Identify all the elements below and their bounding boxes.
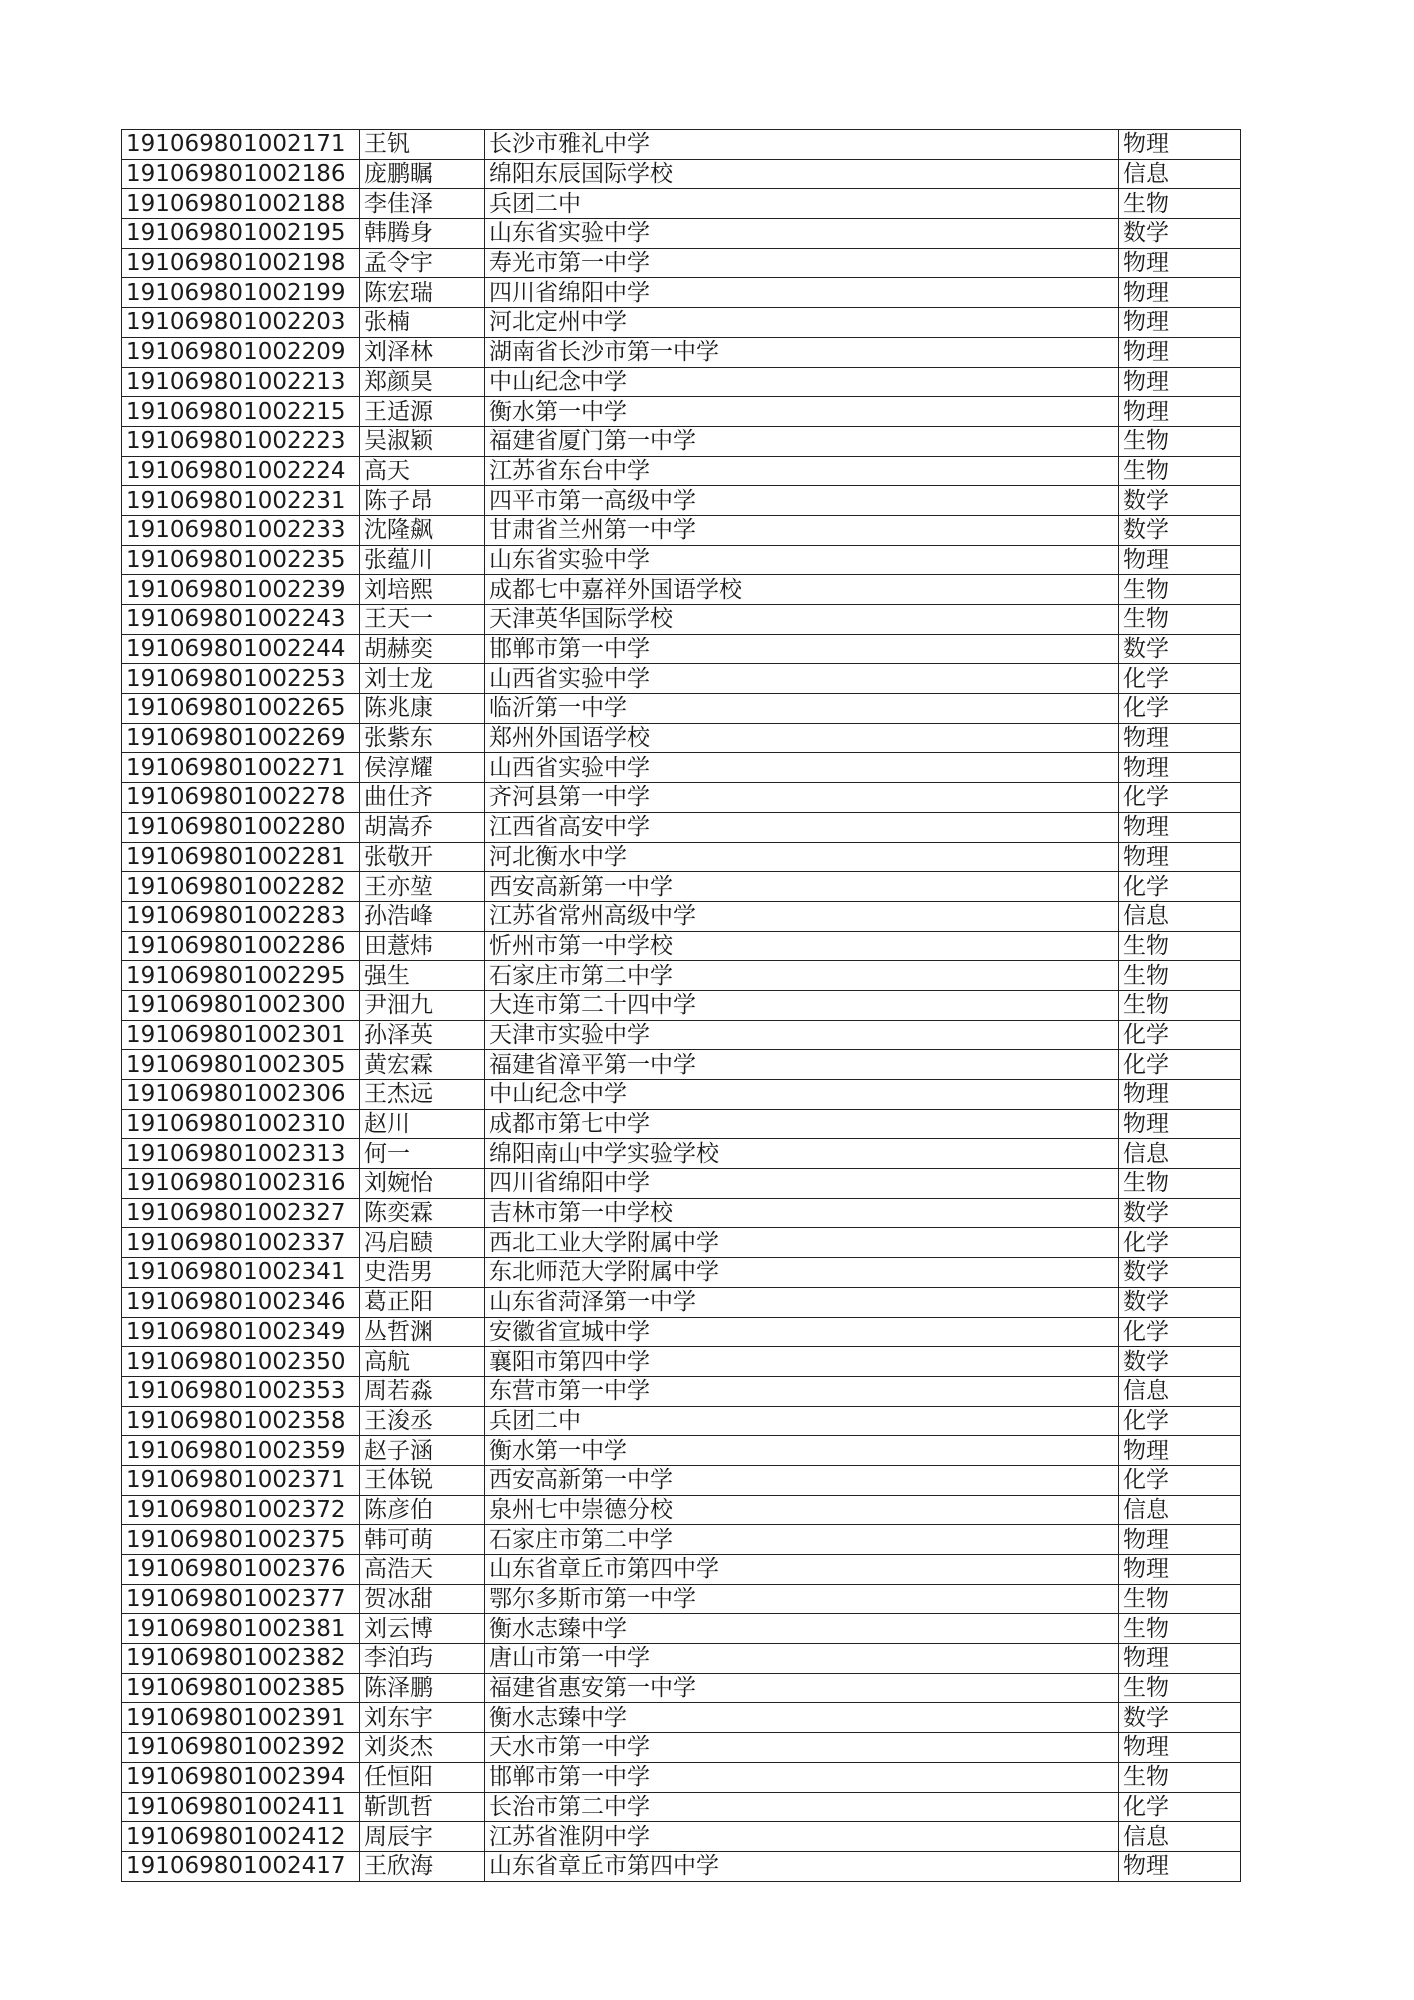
subject-cell: 物理 <box>1119 1436 1241 1466</box>
table-row <box>122 1614 1241 1644</box>
table-row <box>122 367 1241 397</box>
student-name-cell: 陈奕霖 <box>360 1198 485 1228</box>
school-cell: 唐山市第一中学 <box>485 1644 1119 1674</box>
student-name-cell: 周辰宇 <box>360 1822 485 1852</box>
table-row <box>122 1465 1241 1495</box>
school-cell: 中山纪念中学 <box>485 367 1119 397</box>
table-row <box>122 1703 1241 1733</box>
table-row <box>122 1822 1241 1852</box>
subject-cell: 化学 <box>1119 1317 1241 1347</box>
student-id-cell: 191069801002417 <box>122 1851 360 1881</box>
school-cell: 兵团二中 <box>485 189 1119 219</box>
school-cell: 湖南省长沙市第一中学 <box>485 337 1119 367</box>
school-cell: 山东省实验中学 <box>485 545 1119 575</box>
subject-cell: 物理 <box>1119 1851 1241 1881</box>
school-cell: 西安高新第一中学 <box>485 1465 1119 1495</box>
subject-cell: 物理 <box>1119 545 1241 575</box>
school-cell: 邯郸市第一中学 <box>485 1762 1119 1792</box>
student-name-cell: 张楠 <box>360 308 485 338</box>
subject-cell: 数学 <box>1119 1703 1241 1733</box>
subject-cell: 物理 <box>1119 1644 1241 1674</box>
subject-cell: 生物 <box>1119 1614 1241 1644</box>
table-row <box>122 1673 1241 1703</box>
student-name-cell: 靳凯哲 <box>360 1792 485 1822</box>
student-name-cell: 高天 <box>360 456 485 486</box>
table-row <box>122 664 1241 694</box>
student-name-cell: 张紫东 <box>360 723 485 753</box>
school-cell: 天水市第一中学 <box>485 1733 1119 1763</box>
table-row <box>122 1584 1241 1614</box>
table-row <box>122 842 1241 872</box>
school-cell: 天津英华国际学校 <box>485 605 1119 635</box>
subject-cell: 化学 <box>1119 1406 1241 1436</box>
student-name-cell: 高航 <box>360 1347 485 1377</box>
subject-cell: 生物 <box>1119 1762 1241 1792</box>
student-id-cell: 191069801002391 <box>122 1703 360 1733</box>
school-cell: 天津市实验中学 <box>485 1020 1119 1050</box>
student-id-cell: 191069801002412 <box>122 1822 360 1852</box>
school-cell: 山东省章丘市第四中学 <box>485 1555 1119 1585</box>
roster-body <box>122 130 1241 1882</box>
student-name-cell: 刘士龙 <box>360 664 485 694</box>
table-row <box>122 1406 1241 1436</box>
student-name-cell: 李佳泽 <box>360 189 485 219</box>
student-id-cell: 191069801002375 <box>122 1525 360 1555</box>
table-row <box>122 1317 1241 1347</box>
table-row <box>122 605 1241 635</box>
table-row <box>122 397 1241 427</box>
student-id-cell: 191069801002213 <box>122 367 360 397</box>
student-id-cell: 191069801002310 <box>122 1109 360 1139</box>
subject-cell: 物理 <box>1119 1525 1241 1555</box>
student-id-cell: 191069801002253 <box>122 664 360 694</box>
table-row <box>122 337 1241 367</box>
student-id-cell: 191069801002295 <box>122 961 360 991</box>
school-cell: 寿光市第一中学 <box>485 248 1119 278</box>
student-id-cell: 191069801002371 <box>122 1465 360 1495</box>
student-name-cell: 史浩男 <box>360 1258 485 1288</box>
subject-cell: 信息 <box>1119 1495 1241 1525</box>
subject-cell: 化学 <box>1119 1020 1241 1050</box>
school-cell: 河北定州中学 <box>485 308 1119 338</box>
student-name-cell: 孙泽英 <box>360 1020 485 1050</box>
student-id-cell: 191069801002358 <box>122 1406 360 1436</box>
student-id-cell: 191069801002359 <box>122 1436 360 1466</box>
student-id-cell: 191069801002231 <box>122 486 360 516</box>
subject-cell: 生物 <box>1119 605 1241 635</box>
school-cell: 齐河县第一中学 <box>485 783 1119 813</box>
table-row <box>122 515 1241 545</box>
student-name-cell: 尹沺九 <box>360 990 485 1020</box>
table-row <box>122 1198 1241 1228</box>
table-row <box>122 723 1241 753</box>
school-cell: 长沙市雅礼中学 <box>485 130 1119 160</box>
school-cell: 成都市第七中学 <box>485 1109 1119 1139</box>
student-name-cell: 高浩天 <box>360 1555 485 1585</box>
student-name-cell: 陈兆康 <box>360 694 485 724</box>
table-row <box>122 1109 1241 1139</box>
subject-cell: 生物 <box>1119 1584 1241 1614</box>
table-row <box>122 1347 1241 1377</box>
student-id-cell: 191069801002382 <box>122 1644 360 1674</box>
student-id-cell: 191069801002349 <box>122 1317 360 1347</box>
student-name-cell: 冯启赜 <box>360 1228 485 1258</box>
table-row <box>122 1376 1241 1406</box>
school-cell: 大连市第二十四中学 <box>485 990 1119 1020</box>
subject-cell: 生物 <box>1119 961 1241 991</box>
table-row <box>122 130 1241 160</box>
student-id-cell: 191069801002281 <box>122 842 360 872</box>
school-cell: 福建省漳平第一中学 <box>485 1050 1119 1080</box>
school-cell: 襄阳市第四中学 <box>485 1347 1119 1377</box>
roster-table <box>121 129 1241 1882</box>
student-name-cell: 王亦堃 <box>360 872 485 902</box>
student-name-cell: 沈隆飙 <box>360 515 485 545</box>
school-cell: 四川省绵阳中学 <box>485 278 1119 308</box>
table-row <box>122 812 1241 842</box>
table-row <box>122 1050 1241 1080</box>
school-cell: 石家庄市第二中学 <box>485 961 1119 991</box>
subject-cell: 数学 <box>1119 1347 1241 1377</box>
school-cell: 安徽省宣城中学 <box>485 1317 1119 1347</box>
subject-cell: 数学 <box>1119 1258 1241 1288</box>
student-name-cell: 王欣海 <box>360 1851 485 1881</box>
table-row <box>122 159 1241 189</box>
subject-cell: 化学 <box>1119 1465 1241 1495</box>
subject-cell: 化学 <box>1119 694 1241 724</box>
student-id-cell: 191069801002392 <box>122 1733 360 1763</box>
subject-cell: 物理 <box>1119 1555 1241 1585</box>
subject-cell: 物理 <box>1119 753 1241 783</box>
school-cell: 福建省惠安第一中学 <box>485 1673 1119 1703</box>
student-name-cell: 陈泽鹏 <box>360 1673 485 1703</box>
school-cell: 兵团二中 <box>485 1406 1119 1436</box>
school-cell: 衡水第一中学 <box>485 397 1119 427</box>
student-id-cell: 191069801002377 <box>122 1584 360 1614</box>
student-id-cell: 191069801002209 <box>122 337 360 367</box>
student-id-cell: 191069801002346 <box>122 1287 360 1317</box>
school-cell: 山东省实验中学 <box>485 219 1119 249</box>
student-name-cell: 王天一 <box>360 605 485 635</box>
subject-cell: 化学 <box>1119 1228 1241 1258</box>
subject-cell: 物理 <box>1119 278 1241 308</box>
student-name-cell: 韩可萌 <box>360 1525 485 1555</box>
subject-cell: 化学 <box>1119 872 1241 902</box>
student-name-cell: 任恒阳 <box>360 1762 485 1792</box>
student-name-cell: 刘泽林 <box>360 337 485 367</box>
student-id-cell: 191069801002265 <box>122 694 360 724</box>
table-row <box>122 1436 1241 1466</box>
school-cell: 长治市第二中学 <box>485 1792 1119 1822</box>
student-name-cell: 葛正阳 <box>360 1287 485 1317</box>
school-cell: 鄂尔多斯市第一中学 <box>485 1584 1119 1614</box>
student-name-cell: 强生 <box>360 961 485 991</box>
student-name-cell: 张敬开 <box>360 842 485 872</box>
school-cell: 甘肃省兰州第一中学 <box>485 515 1119 545</box>
student-id-cell: 191069801002188 <box>122 189 360 219</box>
school-cell: 河北衡水中学 <box>485 842 1119 872</box>
subject-cell: 生物 <box>1119 1673 1241 1703</box>
table-row <box>122 901 1241 931</box>
table-row <box>122 486 1241 516</box>
subject-cell: 数学 <box>1119 1287 1241 1317</box>
student-name-cell: 孟令宇 <box>360 248 485 278</box>
school-cell: 江苏省淮阴中学 <box>485 1822 1119 1852</box>
student-name-cell: 周若淼 <box>360 1376 485 1406</box>
student-id-cell: 191069801002215 <box>122 397 360 427</box>
school-cell: 江西省高安中学 <box>485 812 1119 842</box>
student-id-cell: 191069801002306 <box>122 1080 360 1110</box>
student-name-cell: 刘东宇 <box>360 1703 485 1733</box>
student-id-cell: 191069801002233 <box>122 515 360 545</box>
school-cell: 西安高新第一中学 <box>485 872 1119 902</box>
table-row <box>122 219 1241 249</box>
school-cell: 江苏省东台中学 <box>485 456 1119 486</box>
subject-cell: 数学 <box>1119 515 1241 545</box>
school-cell: 西北工业大学附属中学 <box>485 1228 1119 1258</box>
student-id-cell: 191069801002198 <box>122 248 360 278</box>
subject-cell: 物理 <box>1119 842 1241 872</box>
school-cell: 中山纪念中学 <box>485 1080 1119 1110</box>
subject-cell: 数学 <box>1119 1198 1241 1228</box>
student-name-cell: 胡赫奕 <box>360 634 485 664</box>
student-id-cell: 191069801002353 <box>122 1376 360 1406</box>
school-cell: 郑州外国语学校 <box>485 723 1119 753</box>
student-name-cell: 田薏炜 <box>360 931 485 961</box>
subject-cell: 生物 <box>1119 1169 1241 1199</box>
subject-cell: 信息 <box>1119 159 1241 189</box>
student-id-cell: 191069801002286 <box>122 931 360 961</box>
subject-cell: 物理 <box>1119 397 1241 427</box>
subject-cell: 物理 <box>1119 367 1241 397</box>
student-id-cell: 191069801002278 <box>122 783 360 813</box>
school-cell: 山西省实验中学 <box>485 753 1119 783</box>
table-row <box>122 1555 1241 1585</box>
student-id-cell: 191069801002376 <box>122 1555 360 1585</box>
student-id-cell: 191069801002350 <box>122 1347 360 1377</box>
school-cell: 忻州市第一中学校 <box>485 931 1119 961</box>
student-name-cell: 陈彦伯 <box>360 1495 485 1525</box>
school-cell: 衡水第一中学 <box>485 1436 1119 1466</box>
student-name-cell: 赵川 <box>360 1109 485 1139</box>
student-name-cell: 王浚丞 <box>360 1406 485 1436</box>
student-name-cell: 黄宏霖 <box>360 1050 485 1080</box>
school-cell: 东北师范大学附属中学 <box>485 1258 1119 1288</box>
school-cell: 山东省章丘市第四中学 <box>485 1851 1119 1881</box>
student-name-cell: 陈宏瑞 <box>360 278 485 308</box>
student-id-cell: 191069801002186 <box>122 159 360 189</box>
table-row <box>122 1495 1241 1525</box>
student-id-cell: 191069801002300 <box>122 990 360 1020</box>
school-cell: 四川省绵阳中学 <box>485 1169 1119 1199</box>
student-name-cell: 王适源 <box>360 397 485 427</box>
school-cell: 绵阳东辰国际学校 <box>485 159 1119 189</box>
student-name-cell: 赵子涵 <box>360 1436 485 1466</box>
school-cell: 福建省厦门第一中学 <box>485 426 1119 456</box>
student-name-cell: 侯淳耀 <box>360 753 485 783</box>
table-row <box>122 961 1241 991</box>
subject-cell: 物理 <box>1119 130 1241 160</box>
school-cell: 衡水志臻中学 <box>485 1703 1119 1733</box>
student-name-cell: 吴淑颖 <box>360 426 485 456</box>
subject-cell: 生物 <box>1119 931 1241 961</box>
table-row <box>122 872 1241 902</box>
school-cell: 泉州七中崇德分校 <box>485 1495 1119 1525</box>
student-name-cell: 王体锐 <box>360 1465 485 1495</box>
student-id-cell: 191069801002394 <box>122 1762 360 1792</box>
school-cell: 山东省菏泽第一中学 <box>485 1287 1119 1317</box>
student-id-cell: 191069801002301 <box>122 1020 360 1050</box>
student-id-cell: 191069801002239 <box>122 575 360 605</box>
subject-cell: 生物 <box>1119 426 1241 456</box>
student-id-cell: 191069801002195 <box>122 219 360 249</box>
table-row <box>122 575 1241 605</box>
subject-cell: 数学 <box>1119 486 1241 516</box>
student-name-cell: 王钒 <box>360 130 485 160</box>
table-row <box>122 1169 1241 1199</box>
table-row <box>122 1733 1241 1763</box>
subject-cell: 物理 <box>1119 723 1241 753</box>
school-cell: 吉林市第一中学校 <box>485 1198 1119 1228</box>
table-row <box>122 1228 1241 1258</box>
student-id-cell: 191069801002327 <box>122 1198 360 1228</box>
school-cell: 成都七中嘉祥外国语学校 <box>485 575 1119 605</box>
table-row <box>122 634 1241 664</box>
student-id-cell: 191069801002280 <box>122 812 360 842</box>
student-name-cell: 贺冰甜 <box>360 1584 485 1614</box>
table-row <box>122 1287 1241 1317</box>
table-row <box>122 783 1241 813</box>
student-id-cell: 191069801002283 <box>122 901 360 931</box>
table-row <box>122 1020 1241 1050</box>
table-row <box>122 1080 1241 1110</box>
student-id-cell: 191069801002385 <box>122 1673 360 1703</box>
student-id-cell: 191069801002381 <box>122 1614 360 1644</box>
table-row <box>122 1762 1241 1792</box>
table-row <box>122 1258 1241 1288</box>
student-name-cell: 张蕴川 <box>360 545 485 575</box>
school-cell: 衡水志臻中学 <box>485 1614 1119 1644</box>
table-row <box>122 931 1241 961</box>
subject-cell: 化学 <box>1119 1792 1241 1822</box>
student-name-cell: 庞鹏瞩 <box>360 159 485 189</box>
subject-cell: 信息 <box>1119 1822 1241 1852</box>
table-row <box>122 990 1241 1020</box>
student-id-cell: 191069801002269 <box>122 723 360 753</box>
school-cell: 石家庄市第二中学 <box>485 1525 1119 1555</box>
school-cell: 绵阳南山中学实验学校 <box>485 1139 1119 1169</box>
school-cell: 山西省实验中学 <box>485 664 1119 694</box>
subject-cell: 物理 <box>1119 1733 1241 1763</box>
table-row <box>122 1139 1241 1169</box>
student-name-cell: 王杰远 <box>360 1080 485 1110</box>
student-id-cell: 191069801002282 <box>122 872 360 902</box>
subject-cell: 物理 <box>1119 812 1241 842</box>
table-row <box>122 1851 1241 1881</box>
school-cell: 临沂第一中学 <box>485 694 1119 724</box>
subject-cell: 生物 <box>1119 575 1241 605</box>
student-id-cell: 191069801002411 <box>122 1792 360 1822</box>
subject-cell: 物理 <box>1119 308 1241 338</box>
table-row <box>122 1525 1241 1555</box>
student-id-cell: 191069801002171 <box>122 130 360 160</box>
student-name-cell: 何一 <box>360 1139 485 1169</box>
subject-cell: 物理 <box>1119 1109 1241 1139</box>
school-cell: 江苏省常州高级中学 <box>485 901 1119 931</box>
subject-cell: 信息 <box>1119 1376 1241 1406</box>
table-row <box>122 278 1241 308</box>
subject-cell: 化学 <box>1119 1050 1241 1080</box>
student-name-cell: 胡嵩乔 <box>360 812 485 842</box>
school-cell: 四平市第一高级中学 <box>485 486 1119 516</box>
student-id-cell: 191069801002243 <box>122 605 360 635</box>
student-id-cell: 191069801002235 <box>122 545 360 575</box>
subject-cell: 数学 <box>1119 634 1241 664</box>
table-row <box>122 1792 1241 1822</box>
subject-cell: 物理 <box>1119 337 1241 367</box>
subject-cell: 数学 <box>1119 219 1241 249</box>
subject-cell: 生物 <box>1119 189 1241 219</box>
student-id-cell: 191069801002224 <box>122 456 360 486</box>
subject-cell: 物理 <box>1119 248 1241 278</box>
student-name-cell: 韩腾身 <box>360 219 485 249</box>
student-name-cell: 刘炎杰 <box>360 1733 485 1763</box>
student-name-cell: 李泊玙 <box>360 1644 485 1674</box>
subject-cell: 生物 <box>1119 990 1241 1020</box>
subject-cell: 化学 <box>1119 783 1241 813</box>
student-id-cell: 191069801002341 <box>122 1258 360 1288</box>
student-id-cell: 191069801002203 <box>122 308 360 338</box>
table-row <box>122 545 1241 575</box>
student-id-cell: 191069801002372 <box>122 1495 360 1525</box>
student-name-cell: 郑颜昊 <box>360 367 485 397</box>
school-cell: 邯郸市第一中学 <box>485 634 1119 664</box>
subject-cell: 物理 <box>1119 1080 1241 1110</box>
student-name-cell: 孙浩峰 <box>360 901 485 931</box>
table-row <box>122 1644 1241 1674</box>
table-row <box>122 308 1241 338</box>
student-name-cell: 刘婉怡 <box>360 1169 485 1199</box>
student-name-cell: 曲仕齐 <box>360 783 485 813</box>
table-row <box>122 694 1241 724</box>
student-name-cell: 丛哲渊 <box>360 1317 485 1347</box>
table-row <box>122 426 1241 456</box>
student-id-cell: 191069801002223 <box>122 426 360 456</box>
student-id-cell: 191069801002199 <box>122 278 360 308</box>
table-row <box>122 189 1241 219</box>
table-row <box>122 456 1241 486</box>
school-cell: 东营市第一中学 <box>485 1376 1119 1406</box>
student-name-cell: 刘云博 <box>360 1614 485 1644</box>
table-row <box>122 753 1241 783</box>
student-id-cell: 191069801002271 <box>122 753 360 783</box>
student-name-cell: 陈子昂 <box>360 486 485 516</box>
student-id-cell: 191069801002316 <box>122 1169 360 1199</box>
subject-cell: 化学 <box>1119 664 1241 694</box>
subject-cell: 信息 <box>1119 901 1241 931</box>
subject-cell: 信息 <box>1119 1139 1241 1169</box>
student-id-cell: 191069801002313 <box>122 1139 360 1169</box>
table-row <box>122 248 1241 278</box>
student-id-cell: 191069801002337 <box>122 1228 360 1258</box>
subject-cell: 生物 <box>1119 456 1241 486</box>
student-id-cell: 191069801002244 <box>122 634 360 664</box>
student-name-cell: 刘培熙 <box>360 575 485 605</box>
student-id-cell: 191069801002305 <box>122 1050 360 1080</box>
